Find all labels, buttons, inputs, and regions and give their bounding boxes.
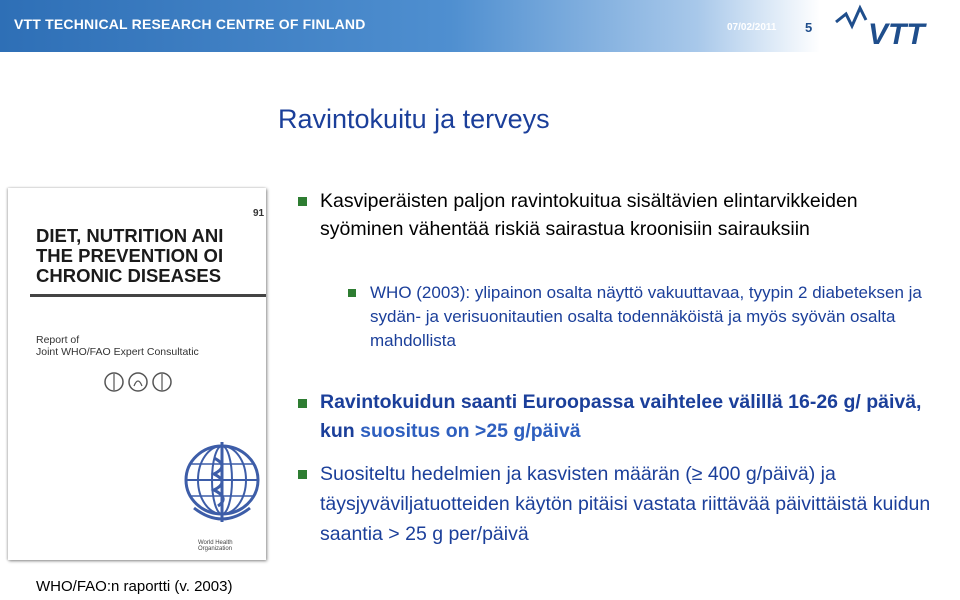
bullet-text: Ravintokuidun saanti Euroopassa vaihtelee välillä 16-26 g/ päivä, kun <box>320 391 922 442</box>
bullet-marker <box>298 197 307 206</box>
vtt-logo-text: VTT <box>868 18 925 51</box>
image-caption: WHO/FAO:n raportti (v. 2003) <box>36 578 233 595</box>
subbullet-who-2003 <box>370 281 950 353</box>
header <box>0 0 960 60</box>
slide-title: Ravintokuitu ja terveys <box>278 104 550 134</box>
bullet-marker <box>298 399 307 408</box>
cover-organization: World Health Organization <box>198 540 233 552</box>
slide-number: 5 <box>805 20 813 35</box>
cover-title: DIET, NUTRITION ANI THE PREVENTION OI CHRONIC DISEASES <box>36 225 224 286</box>
slide-date: 07/02/2011 <box>727 22 777 33</box>
bullet-marker <box>298 470 307 479</box>
bullet-fiber-reduces-risk <box>320 187 940 243</box>
cover-report-text: Report of Joint WHO/FAO Expert Consultatic <box>36 334 199 358</box>
bullet-fruit-vegetable-recommendation <box>320 459 945 549</box>
bullet-text: Kasviperäisten paljon ravintokuitua sisältävien elintarvikkeiden syöminen vähentää riskiä sairastua kroonisiin sairauksiin <box>320 190 858 240</box>
bullet-text: Suositeltu hedelmien ja kasvisten määrän (≥ 400 g/päivä) ja täysjyväviljatuotteiden käytön pitäisi vastata riittävää päivittäistä kuidun saantia > 25 g per/päivä <box>320 463 931 545</box>
cover-series-number: 91 <box>253 208 265 219</box>
who-emblem-icon <box>180 438 266 538</box>
who-fao-emblems <box>103 371 173 393</box>
subbullet-text: WHO (2003): ylipainon osalta näyttö vakuuttavaa, tyypin 2 diabeteksen ja sydän- ja verisuonitautien osalta todennäköistä ja myös syövän osalta mahdollista <box>370 283 922 350</box>
bullet-marker <box>348 289 356 297</box>
vtt-logo <box>832 4 952 52</box>
bullet-fiber-intake-europe <box>320 388 940 446</box>
organization-name: VTT TECHNICAL RESEARCH CENTRE OF FINLAND <box>14 16 366 32</box>
report-cover-image <box>8 188 266 560</box>
cover-divider <box>30 294 266 297</box>
bullet-recommendation-text: suositus on >25 g/päivä <box>360 420 581 442</box>
